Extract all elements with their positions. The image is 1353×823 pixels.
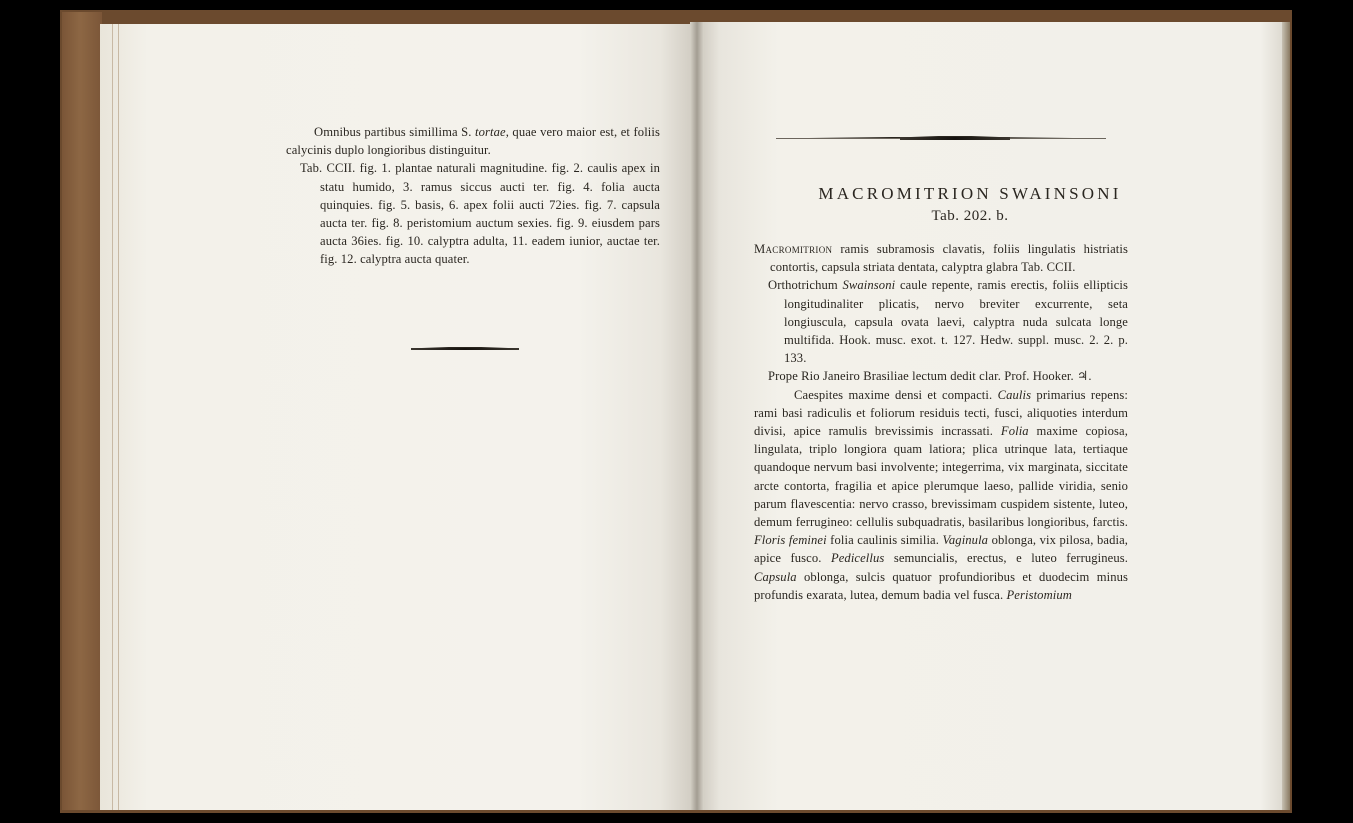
text-run: primarius repens: rami basi radiculis et foliorum residuis tecti, fusci, aliquoties interdum divisi, apice ramulis brevissimis incrassati. (754, 387, 1128, 439)
italic-species-name: tortae (475, 125, 506, 139)
locality-paragraph: Prope Rio Janeiro Brasiliae lectum dedit clar. Prof. Hooker. ♃. (768, 369, 1092, 384)
right-page-text (754, 240, 1128, 604)
text-run: , quae vero maior est, et foliis calycinis duplo longioribus distinguitur. (286, 125, 660, 158)
text-run: semuncialis, erectus, e luteo ferrugineus. (884, 551, 1128, 566)
text-run: Orthotrichum (768, 278, 843, 293)
text-run: folia caulinis similia. (826, 533, 943, 548)
italic-term: Pedicellus (830, 551, 885, 566)
paragraph-description (286, 123, 660, 159)
page-edge-line (118, 24, 119, 810)
left-page-text (286, 123, 660, 269)
section-divider-rule (411, 348, 519, 350)
text-run: caule repente, ramis erectis, foliis ellipticis longitudinaliter plicatis, nervo breviter excurrente, seta longiuscula, capsula ovata laevi, calyptra nuda sulcata longe multifida. Hook. musc. exot. t. 127. Hedw. suppl. musc. 2. 2. p. 133. (784, 278, 1128, 366)
italic-term: Caulis (997, 387, 1032, 402)
text-run: Omnibus partibus simillima S. (314, 125, 476, 139)
italic-term: Vaginula (942, 533, 989, 548)
italic-term: Floris feminei (754, 533, 827, 548)
diagnosis-paragraph (754, 240, 1128, 276)
text-run: maxime copiosa, lingulata, triplo longiora quam latiora; plica utrinque lata, tertiaque quandoque nervum basi involvente; integerrima, vix marginata, siccitate arcte contorta, fragilia et apice plerumque laeso, pallide viridia, senio parum flavescentia: nervo crasso, brevissimam cuspidem sistente, luteo, demum ferrugineo: cellulis subquadratis, basilaribus longioribus, farctis. (754, 424, 1128, 530)
description-paragraph (754, 386, 1128, 604)
page-title: MACROMITRION SWAINSONI (818, 184, 1122, 203)
text-run: Caespites maxime densi et compacti. (794, 387, 998, 402)
italic-species-name: Swainsoni (842, 278, 896, 293)
paragraph-plate-explanation: Tab. CCII. fig. 1. plantae naturali magnitudine. fig. 2. caulis apex in statu humido, 3. ramus siccus aucti ter. fig. 4. folia aucta quinquies. fig. 5. basis, 6. apex folii aucti 72ies. fig. 7. capsula aucta ter. fig. 8. peristomium auctum sexies. fig. 9. eiusdem pars aucta 36ies. fig. 10. calyptra adulta, 11. eadem iunior, auctae ter. fig. 12. calyptra aucta quater. (300, 161, 660, 267)
italic-term: Capsula (754, 569, 797, 584)
book-gutter (690, 22, 704, 810)
right-page-edge (1282, 22, 1290, 810)
page-edge-line (112, 24, 113, 810)
text-run: ramis subramosis clavatis, foliis lingulatis histriatis contortis, capsula striata dentata, calyptra glabra Tab. CCII. (770, 242, 1128, 275)
text-run: oblonga, sulcis quatuor profundioribus et duodecim minus profundis exarata, lutea, demum badia vel fusca. (754, 569, 1128, 602)
book-spine (62, 12, 102, 810)
italic-term: Folia (1000, 424, 1029, 439)
genus-name: Macromitrion (754, 242, 833, 256)
synonym-paragraph (754, 276, 1128, 367)
italic-term: Peristomium (1006, 587, 1072, 602)
plate-number: Tab. 202. b. (931, 208, 1009, 224)
text-run: oblonga, vix pilosa, badia, apice fusco. (754, 533, 1129, 566)
top-divider-rule-thick (900, 137, 1010, 140)
